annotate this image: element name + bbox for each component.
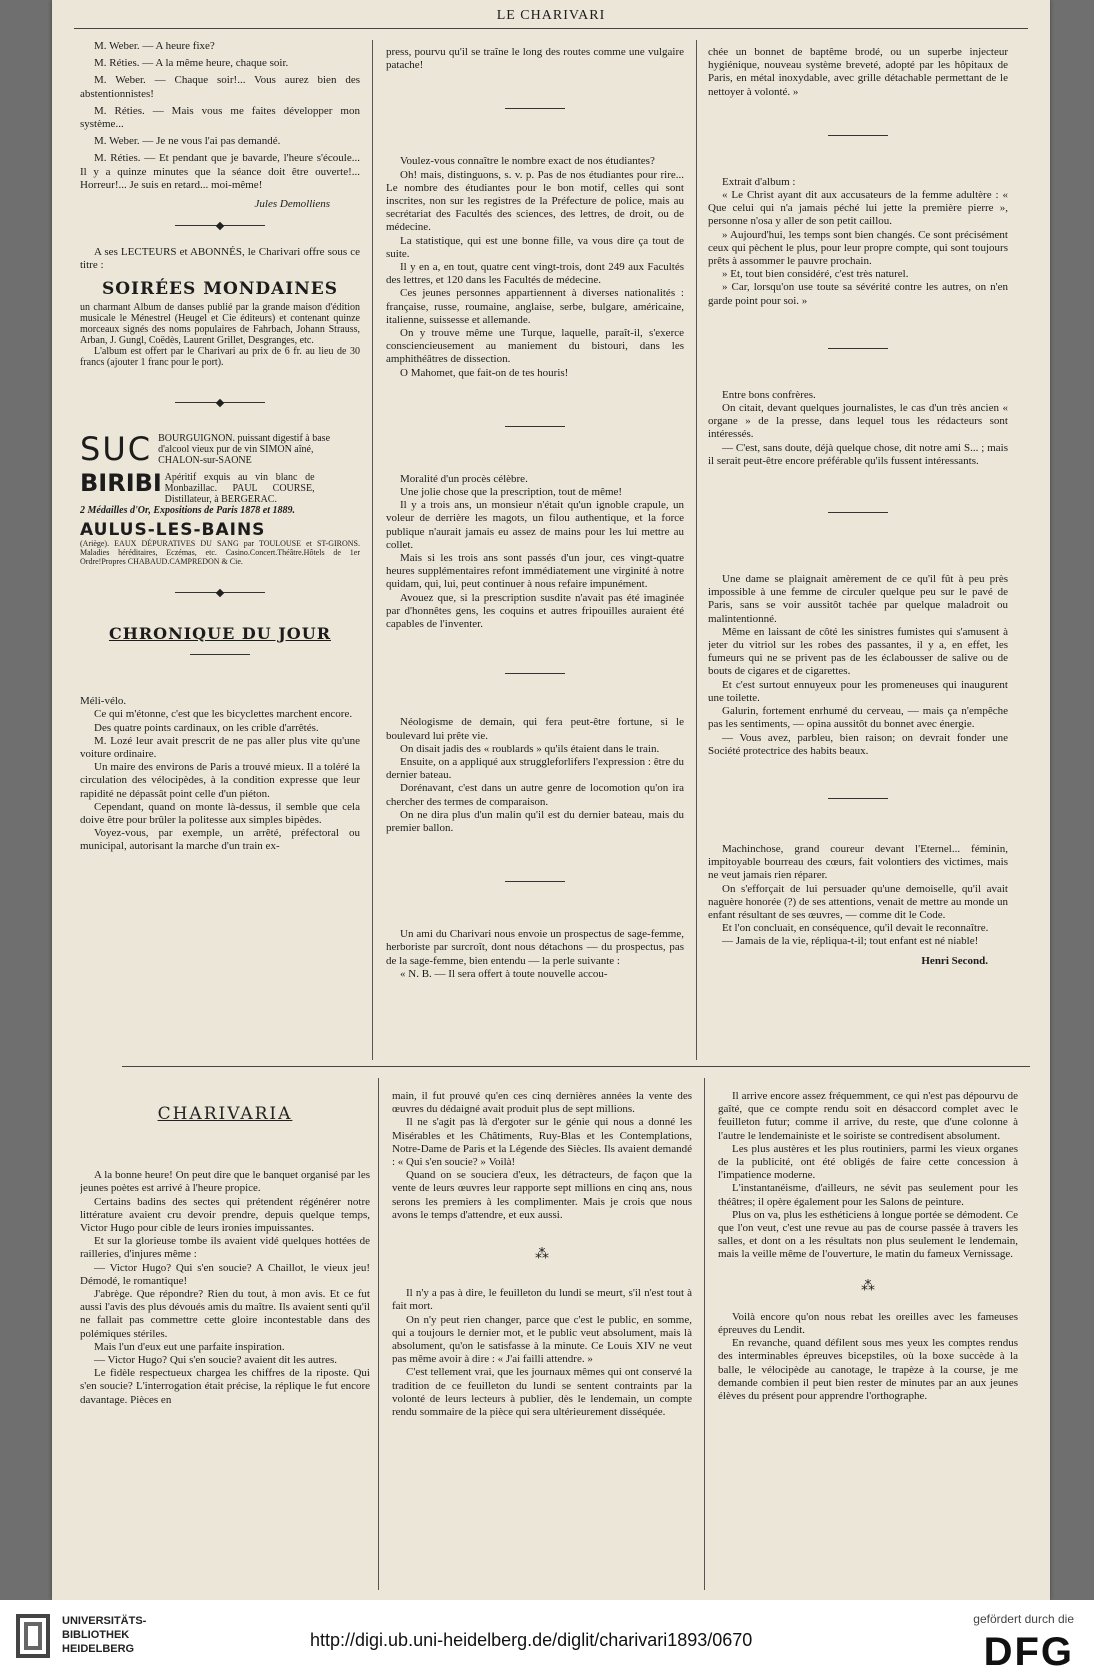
charivaria-para: Il n'y a pas à dire, le feuilleton du lundi se meurt, s'il n'est tout à fait mort. <box>392 1287 692 1313</box>
ad-biribi-medals: 2 Médailles d'Or, Expositions de Paris 1878 et 1889. <box>80 504 296 516</box>
proces-para: Moralité d'un procès célèbre. <box>400 472 528 485</box>
dame-para: — Vous avez, parbleu, bien raison; on devrait fonder une Société protectrice des habits beaux. <box>708 731 1008 757</box>
separator <box>505 881 565 882</box>
prospectus-para: « N. B. — Il sera offert à toute nouvelle accou- <box>400 967 608 980</box>
column-rule <box>696 40 697 1060</box>
charivaria-para: — Victor Hugo? Qui s'en soucie? avaient dit les autres. <box>94 1354 338 1367</box>
ad-aulus <box>80 519 360 567</box>
charivaria-para: Il ne s'agit pas là d'ergoter sur le génie qui nous a donné les Misérables et les Châtiments, Ruy-Blas et les Contemplations, Notre-Dame de Paris et la Légende des Siècles. Ils avaient demandé : « Qui s'en soucie? » Voilà! <box>392 1116 692 1169</box>
proces-para: Avouez que, si la prescription susdite n'avait pas été imaginée par d'honnêtes gens, les coquins et autres fripouilles auraient été capables de l'inventer. <box>386 591 684 631</box>
section-stars: ⁂ <box>861 1278 875 1294</box>
ad-suc <box>80 430 360 469</box>
machinchose-para: Machinchose, grand coureur devant l'Eternel... féminin, impitoyable bourreau des cœurs, fait volontiers des victimes, mais ne veut jamais rien réparer. <box>708 842 1008 882</box>
chronique-para: Des quatre points cardinaux, on les crible d'arrêtés. <box>94 721 319 734</box>
charivaria-para: A la bonne heure! On peut dire que le banquet organisé par les jeunes poètes est arrivé à l'heure propice. <box>80 1169 370 1195</box>
funding-label: gefördert durch die <box>973 1612 1074 1626</box>
proces-para: Mais si les trois ans sont passés d'un jour, ces vingt-quatre heures supplémentaires refont immédiatement une virginité à notre quidam, qui, lui, peut continuer à nous refaire impunément. <box>386 552 684 591</box>
signature: Henri Second. <box>921 954 988 967</box>
ad-biribi <box>80 468 360 516</box>
ad-biribi-text: Apéritif exquis au vin blanc de Monbazillac. PAUL COURSE, Distillateur, à BERGERAC. <box>164 471 315 505</box>
section-stars: ⁂ <box>535 1247 549 1263</box>
separator <box>505 426 565 427</box>
neologisme-para: Néologisme de demain, qui fera peut-être fortune, si le boulevard lui prête vie. <box>386 716 684 742</box>
ad-suc-text: BOURGUIGNON. puissant digestif à base d'alcool vieux pur de vin SIMON aîné, CHALON-sur-SAONE <box>158 432 331 466</box>
album-para: Extrait d'album : <box>722 175 796 188</box>
charivaria-para: L'instantanéisme, d'ailleurs, ne sévit pas seulement pour les théâtres; il opère également pour les Salons de peinture. <box>718 1182 1018 1208</box>
neologisme-para: Dorénavant, c'est dans un autre genre de locomotion qu'on ira chercher des termes de comparaison. <box>386 782 684 808</box>
neologisme-para: Ensuite, on a appliqué aux struggleforlifers l'expression : être du dernier bateau. <box>386 755 684 782</box>
prospectus-para: Un ami du Charivari nous envoie un prospectus de sage-femme, herboriste par surcroît, dont nous détachons — du prospectus, pas de la sage-femme, bien entendu — la perle suivante : <box>386 928 684 967</box>
notice-body: un charmant Album de danses publié par la grande maison d'édition musicale le Ménestrel (Heugel et Cie éditeurs) et contenant quinze morceaux signés des noms populaires de Fahrbach, Johann Strauss, Arban, J. Gungl, Coëdès, Laurent Grillet, Desgranges, etc. <box>80 301 360 346</box>
album-para: » Car, lorsqu'on use toute sa sévérité contre les autres, on n'en garde point pour soi. » <box>708 281 1008 307</box>
etudiantes-para: On y trouve même une Turque, laquelle, paraît-il, s'exerce consciencieusement au maniement du bistouri, dans les amphithéâtres de dissection. <box>386 327 684 366</box>
ad-suc-brand: SUC <box>80 430 153 469</box>
institution-line: HEIDELBERG <box>62 1643 135 1655</box>
masthead: LE CHARIVARI <box>496 8 606 23</box>
charivaria-para: En revanche, quand défilent sous mes yeux les comptes rendus des interminables épreuves bicepstiles, où la boxe succède à la balle, le vélocipède au canotage, le trapèze à la course, je me demande combien il peut bien rester de minutes par an aux jeunes élèves du présent pour apprendre l'orthographe. <box>718 1337 1018 1403</box>
ad-aulus-brand: AULUS-LES-BAINS <box>80 519 266 540</box>
chronique-title: CHRONIQUE DU JOUR <box>108 624 331 644</box>
column-rule <box>704 1078 705 1590</box>
dame-para: Et c'est surtout ennuyeux pour les promeneuses qui inaugurent une toilette. <box>708 678 1008 704</box>
institution-name <box>62 1614 146 1656</box>
etudiantes-para: Voulez-vous connaître le nombre exact de nos étudiantes? <box>400 155 655 168</box>
notice-intro: A ses LECTEURS et ABONNÉS, le Charivari offre sous ce titre : <box>80 246 360 272</box>
chronique-para: Cependant, quand on monte là-dessus, il semble que cela doive être pour brûler la politesse aux simples bipèdes. <box>80 800 360 827</box>
album-para: « Le Christ ayant dit aux accusateurs de la femme adultère : « Que celui qui n'a jamais péché lui jette la première pierre », personne n'osa y aller de son petit caillou. <box>708 189 1008 228</box>
confreres-para: On citait, devant quelques journalistes, le cas d'un très ancien « organe » de la presse, dans lequel tous les rédacteurs sont intéressés. <box>708 402 1008 441</box>
charivaria-para: J'abrège. Que répondre? Rien du tout, à mon avis. Et ce fut aussi l'avis des plus dévoués amis du maître. Ils avaient senti qu'il ne fallait pas commettre cette gloire incontestable dans des polémiques stériles. <box>80 1288 370 1340</box>
section-rule <box>122 1066 1030 1067</box>
separator <box>828 798 888 799</box>
album-para: » Et, tout bien considéré, c'est très naturel. <box>722 268 909 281</box>
chronique-para: Méli-vélo. <box>80 695 127 708</box>
charivaria-para: main, il fut prouvé qu'en ces cinq dernières années la vente des œuvres du dédaigné avait produit plus de sept millions. <box>392 1090 692 1116</box>
confreres-para: — C'est, sans doute, déjà quelque chose, dit notre ami S... ; mais il serait peut-être encore préférable qu'ils fussent intéressants. <box>708 441 1008 467</box>
charivaria-para: Il arrive encore assez fréquemment, ce qui n'est pas dépourvu de gaîté, que ce compte rendu soit en désaccord complet avec le feuilleton futur; comme il arrive, du reste, que d'une colonne à l'autre le lendemainiste et le soiriste se contredisent absolument. <box>718 1090 1018 1142</box>
column-rule <box>378 1078 379 1590</box>
ad-aulus-text: (Ariège). EAUX DÉPURATIVES DU SANG par TOULOUSE et ST-GIRONS. Maladies héréditaires, Eczémas, etc. Casino.Concert.Théâtre.Hôtels de 1er Ordre!Propres CHABAUD.CAMPREDON & Cie. <box>80 539 360 567</box>
para: chée un bonnet de baptême brodé, ou un superbe injecteur hygiénique, nouveau système breveté, adopté par les hôpitaux de Paris, en métal inoxydable, avec grille détachable permettant de le nettoyer à volonté. » <box>708 46 1008 98</box>
charivaria-column-3 <box>718 1090 1018 1590</box>
separator <box>175 402 265 403</box>
separator <box>505 673 565 674</box>
dame-para: Galurin, fortement enrhumé du cerveau, — mais ça n'empêche pas les sentiments, — opina aussitôt du bonnet avec énergie. <box>708 705 1008 731</box>
charivaria-para: On n'y peut rien changer, parce que c'est le public, en somme, qui a toujours le dernier mot, et le public veut absolument, mais là absolument, qu'on le satisfasse à la minute. Ce Louis XIV ne veut pas même avoir à dire : « J'ai failli attendre. » <box>392 1313 692 1366</box>
chronique-para: Ce qui m'étonne, c'est que les bicyclettes marchent encore. <box>94 708 353 721</box>
machinchose-para: On s'efforçait de lui persuader qu'une demoiselle, qu'il avait naguère honorée (?) de ses attentions, venait de mettre au monde un enfant résultant de ses œuvres, — comme dit le Code. <box>708 882 1008 921</box>
dfg-logo: DFG <box>983 1630 1074 1674</box>
para: press, pourvu qu'il se traîne le long des routes comme une vulgaire patache! <box>386 46 684 72</box>
charivaria-column-1 <box>80 1086 370 1586</box>
source-url-link[interactable]: http://digi.ub.uni-heidelberg.de/diglit/charivari1893/0670 <box>310 1630 753 1650</box>
dame-para: Une dame se plaignait amèrement de ce qu'il fût à peu près impossible à une femme de circuler quelque peu sur le pavé de Paris, sans se voir aussitôt tachée par quelque maladroit ou malintentionné. <box>708 573 1008 625</box>
separator <box>175 225 265 226</box>
charivaria-para: Les plus austères et les plus routiniers, parmi les vieux organes de la publicité, ont été obligés de faire cette concession à l'impatience moderne. <box>718 1142 1018 1182</box>
charivaria-para: Et sur la glorieuse tombe ils avaient vidé quelques hottées de railleries, d'injures même : <box>80 1235 370 1261</box>
chronique-para: M. Lozé leur avait prescrit de ne pas aller plus vite qu'une voiture ordinaire. <box>80 734 360 761</box>
charivaria-title: CHARIVARIA <box>157 1104 293 1124</box>
institution-line: BIBLIOTHEK <box>62 1629 130 1641</box>
newspaper-page <box>52 0 1050 1600</box>
institution-line: UNIVERSITÄTS- <box>62 1615 147 1627</box>
dialogue-line: M. Réties. — Mais vous me faites développer mon système... <box>80 104 360 131</box>
neologisme-para: On disait jadis des « roublards » qu'ils étaient dans le train. <box>400 742 660 755</box>
dialogue-line: M. Weber. — Je ne vous l'ai pas demandé. <box>94 135 281 148</box>
charivaria-para: C'est tellement vrai, que les journaux mêmes qui ont conservé la tradition de ce feuilleton du lundi se sentent contraints par la volonté de leurs lecteurs à publier, dès le lendemain, un compte rendu sommaire de la pièce qui sera ultérieurement disséquée. <box>392 1366 692 1419</box>
etudiantes-para: Il y en a, en tout, quatre cent vingt-trois, dont 249 aux Facultés des lettres, et 120 dans les Facultés de médecine. <box>386 261 684 287</box>
album-para: » Aujourd'hui, les temps sont bien changés. Ce sont précisément ceux qui pèchent le plus, pour leur propre compte, qui sont toujours prêts à assommer le pauvre prochain. <box>708 228 1008 268</box>
machinchose-para: Et l'on concluait, en conséquence, qu'il devait le reconnaître. <box>722 922 989 935</box>
proces-para: Une jolie chose que la prescription, tout de même! <box>400 486 623 499</box>
dialogue-line: M. Weber. — A heure fixe? <box>94 40 215 52</box>
chronique-para: Voyez-vous, par exemple, un arrêté, préfectoral ou municipal, autorisant la marche d'un train ex- <box>80 827 360 853</box>
machinchose-para: — Jamais de la vie, répliqua-t-il; tout enfant est né niable! <box>722 935 979 948</box>
separator <box>828 135 888 136</box>
chronique-para: Un maire des environs de Paris a trouvé mieux. Il a toléré la circulation des vélocipèdes, à la condition expresse que leur rapidité ne dépassât point celle d'un piéton. <box>80 761 360 800</box>
charivaria-para: Quand on se souciera d'eux, les détracteurs, de façon que la vente de leurs œuvres leur rapporte sept millions en cinq ans, nous serons les premiers à les complimenter. Mais je crois que nous avons le temps d'attendre, et eux aussi. <box>392 1169 692 1221</box>
separator <box>175 592 265 593</box>
separator <box>828 348 888 349</box>
etudiantes-para: La statistique, qui est une bonne fille, va vous dire ça tout de suite. <box>386 234 684 260</box>
dame-para: Même en laissant de côté les sinistres fumistes qui s'amusent à jeter du vitriol sur les robes des passantes, il y a, en effet, les fumeurs qui ne se privent pas de les éclabousser de salive ou de bouts de cigares et de cigarettes. <box>708 625 1008 678</box>
proces-para: Il y a trois ans, un monsieur n'était qu'un ignoble crapule, un voleur de derrière les magots, un filou authentique, et la force publique n'aurait jamais eu assez de mains pour les lui mettre au collet. <box>386 499 684 551</box>
charivaria-para: — Victor Hugo? Qui s'en soucie? A Chaillot, le vieux jeu! Démodé, le romantique! <box>80 1261 370 1287</box>
etudiantes-para: O Mahomet, que fait-on de tes houris! <box>400 366 569 379</box>
column-3 <box>708 46 1008 1056</box>
university-seal-icon <box>14 1612 52 1660</box>
charivaria-para: Mais l'un d'eux eut une parfaite inspiration. <box>94 1340 285 1353</box>
charivaria-column-2 <box>392 1090 692 1590</box>
column-rule <box>372 40 373 1060</box>
charivaria-para: Voilà encore qu'on nous rebat les oreilles avec les fameuses épreuves du Lendit. <box>718 1310 1018 1337</box>
neologisme-para: On ne dira plus d'un malin qu'il est du dernier bateau, mais du premier ballon. <box>386 808 684 834</box>
etudiantes-para: Ces jeunes personnes appartiennent à diverses nationalités : française, russe, roumaine, anglaise, serbe, bulgare, américaine, italienne, suissesse et allemande. <box>386 287 684 326</box>
separator <box>828 512 888 513</box>
charivaria-para: Plus on va, plus les esthéticiens à longue portée se démodent. Ce que l'on veut, c'est une revue au pas de course passée à travers les salles, et dont on a les résultats non plus seulement le lendemain, mais la veille même de l'ouverture, le matin du fameux Vernissage. <box>718 1208 1018 1261</box>
charivaria-para: Certains badins des sectes qui prétendent régénérer notre littérature avaient cru devoir prendre, depuis quelque temps, Victor Hugo pour cible de leurs ironies impuissantes. <box>80 1195 370 1235</box>
signature: Jules Demolliens <box>254 198 330 211</box>
dialogue-line: M. Réties. — Et pendant que je bavarde, l'heure s'écoule... Il y a quinze minutes que la séance doit être ouverte!... Horreur!... Je suis en retard... moi-même! <box>80 152 360 191</box>
notice-price: L'album est offert par le Charivari au prix de 6 fr. au lieu de 30 francs (ajouter 1 franc pour le port). <box>80 345 360 368</box>
ad-biribi-brand: BIRIBI <box>80 468 162 497</box>
dialogue-line: M. Weber. — Chaque soir!... Vous aurez bien des abstentionnistes! <box>80 74 360 100</box>
etudiantes-para: Oh! mais, distinguons, s. v. p. Pas de nos étudiantes pour rire... Le nombre des étudiantes pour le bon motif, celles qui sont inscrites, non sur les registres de la Préfecture de police, mais au secrétariat des Facultés des sciences, des lettres, de droit, ou de médecine. <box>386 168 684 234</box>
column-1 <box>80 40 360 1015</box>
charivaria-para: Le fidèle respectueux chargea les chiffres de la riposte. Qui s'en soucie? L'interrogation était précise, la réplique le fut encore davantage. Pièces en <box>80 1367 370 1406</box>
notice-title: SOIRÉES MONDAINES <box>101 278 339 299</box>
dialogue-line: M. Réties. — A la même heure, chaque soir. <box>94 57 289 70</box>
confreres-para: Entre bons confrères. <box>722 388 816 401</box>
column-2 <box>386 46 684 1056</box>
separator <box>190 654 250 655</box>
masthead-rule <box>74 28 1028 29</box>
separator <box>505 108 565 109</box>
